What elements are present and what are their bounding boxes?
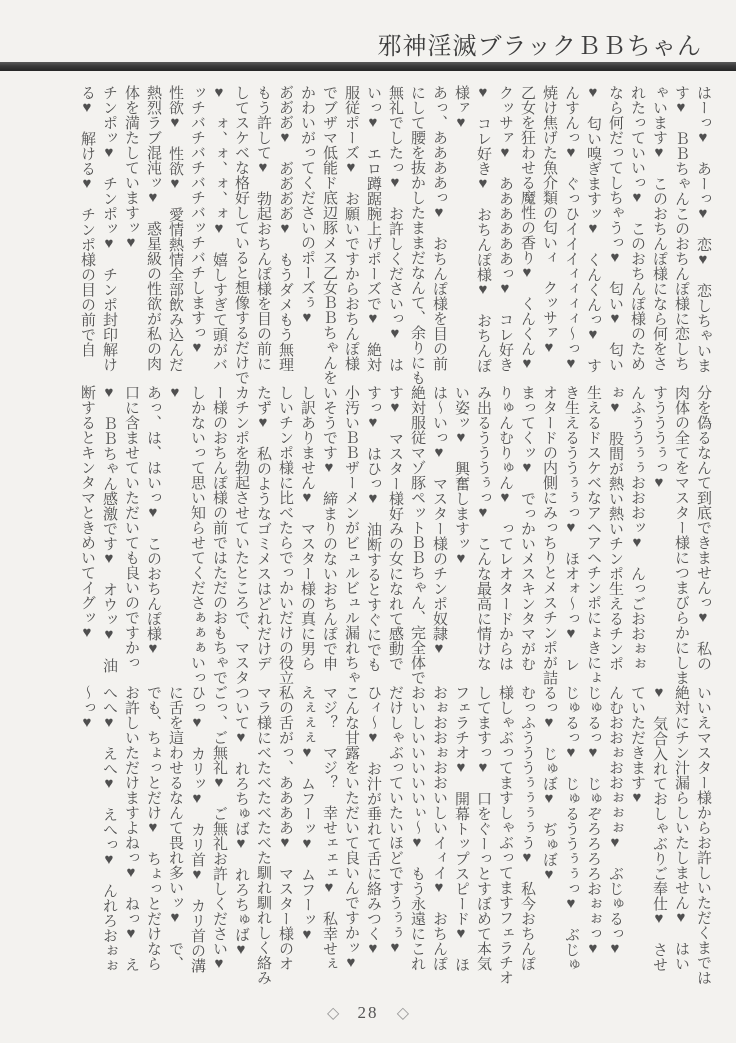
paragraph: んむおおぉおおぉぉぉ♥ ぶじゅるっ♥ じゅるっ♥ じゅぞろろろろおぉぉっ♥ じゅるっ♥ じゅるううぅぅっ♥ ぶじゅるっ♥ じゅぼ♥ ぢゅぼ♥: [541, 685, 623, 972]
paragraph: あっ、は、はいっ♥ このおちんぽ様♥ 口に含ませていただいても良いのですかっ♥ ＢＢちゃん感激です♥ オウッ♥ 油断するとキンタマときめいてイグッ♥: [79, 385, 161, 673]
text-band-bottom: [76, 685, 714, 985]
diamond-icon: ◇: [326, 1005, 340, 1022]
paragraph: 分を偽るなんて到底できませんっ♥ 私の肉体の全てをマスター様につまびらかにしますうううぅっ♥: [651, 385, 711, 685]
page-footer: [0, 1003, 736, 1023]
text-band-middle: [76, 385, 714, 685]
paragraph: あ゙あ゙あ゙♥ あ゙あ゙あ゙あ゙♥ もうダメもう無理もう許して♥ 勃起おちんぽ様を目の前にしてスケベな格好していると想像するだけで♥ ォ、ォ、ォ、ォ♥ 嬉しすぎて頭がバッチバチバチバチバッチバチしますっ♥ 性欲♥ 性欲♥ 愛情熱情全部飲み込んだ熱烈ラブ混沌ッ♥ 惑星級の性欲が私の肉体を満たしていますッ♥: [123, 85, 293, 385]
diamond-icon: ◇: [396, 1005, 410, 1022]
title-divider: [0, 62, 736, 71]
text-band-top: [76, 85, 714, 385]
paragraph: あっ、ああああっ♥ おちんぽ様を目の前にして腰を抜かしたままだなんて、余りにも無礼でしたっ♥ お許しくださいっ♥ はいっ♥ エロ蹲踞腕上げポーズで♥ 絶対服従ポーズ♥ お願いですからおちんぽ様でブザマ低能ド底辺豚メス乙女ＢＢちゃんをかわいがってくださいのポーズぅ♥: [299, 85, 447, 385]
paragraph: んふううぅぅおおおッ♥ んっごおおぉぉぉ♥ 股間が熱い熱いチンポ生えるチンポ生えるドスケベなアヘアヘチンポにょきにょき生えるううぅぅっ♥ ほオォ～っ♥ レオタードの内側にみっちりとメスチンポが詰まってくッ♥ でっかいメスキンタマがむりゅんむりゅん♥ ってレオタードからはみ出るうううぅっ♥ こんな最高に情けない姿ッ♥ 興奮しますッ♥: [453, 385, 645, 685]
paragraph: 私の舌がっ、ああああ♥ マスター様のオマラ様にべたべたべたべた馴れ馴れしく絡みついて♥ れろちゅば♥ れろちゅば♥ ごっ、ご無礼♥ ご無礼お許しください♥ ひっ♥ カリッ♥ カリ首♥ カリ首の溝に舌を這わせるなんて畏れ多いッ♥ で、でも、ちょっとだけ♥ ちょっとだけならお許しいただけますよねっ♥ ねっ♥ えへへ♥ えへ♥ えへっ♥ んれろおぉぉ～っ♥: [79, 685, 293, 987]
page-title: 邪神淫滅ブラックＢＢちゃん: [377, 34, 702, 60]
paragraph: はーっ♥ あーっ♥ 恋♥ 恋しちゃいます♥ ＢＢちゃんこのおちんぽ様に恋しちゃいます♥ このおちんぽ様になら何をされたっていいっ♥ このおちんぽ様のためなら何だってしちゃうっ♥ 匂い♥ 匂い♥ 匂い嗅ぎますッ♥ くんくんっ♥ すんすんっ♥ ぐっひイイイィィィィ～っ♥ 焼け焦げた魚介類の匂いィ クッサァ♥ 乙女を狂わせる魔性の香り♥ くんくん♥ クッサァ♥ ああああああっ♥ コレ好き♥ コレ好き♥ おちんぽ様♥ おちんぽ様ァ♥: [453, 85, 711, 387]
paragraph: むっふうううぅぅぅぅう♥ 私今おちんぽ様しゃぶってますしゃぶってますフェラチオしてますっ♥ 口をぐーっとすぼめて本気フェラチオ♥ 開幕トップスピード♥ ほおぉおおぉおおいしいイィイ♥ おちんぽおいしいいいいいぃ～♥ もう永遠にこれだけしゃぶっていたいほどですうぅぅ♥ ひィ～♥ お汁が垂れて舌に絡みつく♥ こんな甘露をいただいて良いんですかッ♥ マジ？ マジ？ 幸せェェェ♥ 私幸せぇえぇぇぇ♥ ムフーッ♥ ムフーッ♥: [299, 685, 535, 986]
page-number: 28: [357, 1003, 379, 1022]
paragraph: いいえマスター様からお許しいただくまでは絶対にチン汁漏らしいたしません♥ はい♥ 気合入れておしゃぶりご奉仕♥ させていただきます♥: [629, 685, 711, 985]
paragraph: は～いっ♥ マスター様のチンポ奴隷♥ 絶対服従マゾ豚ペットＢＢちゃん、完全体です♥ マスター様好みの女になれて感動ですっ♥ はひっ♥ 油断するとすぐにでも小汚いＢＢザーメンがビュルビュル漏れちゃいそうです♥ 締まりのないおちんぽで申し訳ありません♥ マスター様の真に男らしいチンポ様に比べたらでっかいだけの役立たず♥ 私のようなゴミメスはどれだけデカチンポを勃起させていたところで、マスター様のおちんぽ様の前ではただのおもちゃでしかないって思い知らせてくださぁぁぁいっ♥: [167, 385, 447, 685]
paragraph: チンポッ♥ チンポッ♥ チンポ封印解ける♥ 解ける♥ チンポ様の目の前で自: [79, 85, 117, 372]
